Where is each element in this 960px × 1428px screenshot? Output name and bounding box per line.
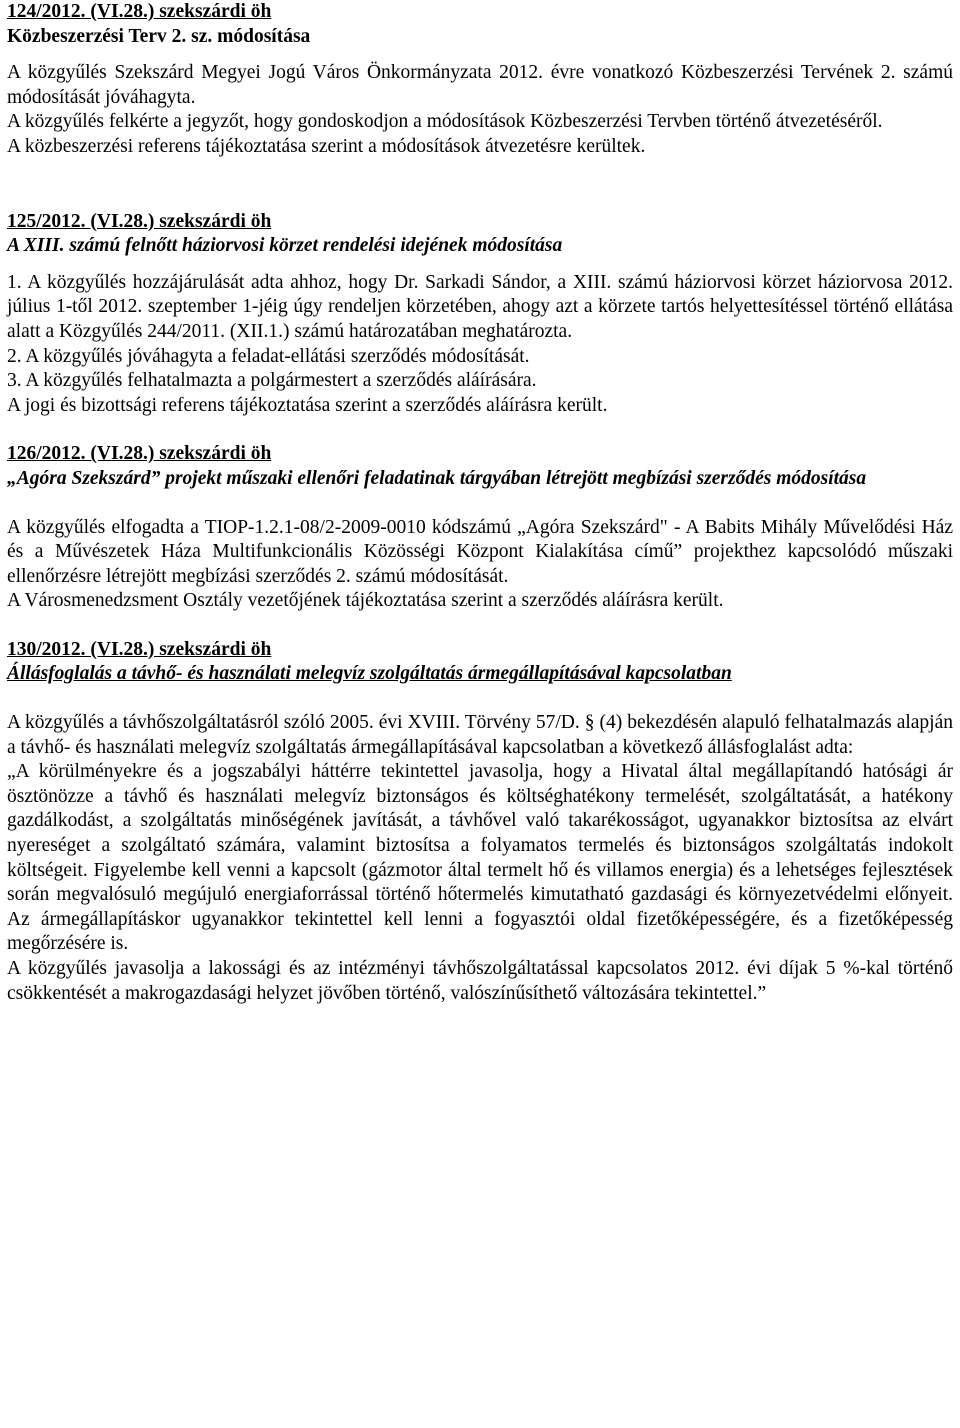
paragraph: A közgyűlés Szekszárd Megyei Jogú Város Önkormányzata 2012. évre vonatkozó Közbeszerzési Tervének 2. számú módosítását jóváhagyta. [7,62,953,108]
paragraph: „A körülményekre és a jogszabályi háttérre tekintettel javasolja, hogy a Hivatal által megállapítandó hatósági ár ösztönözze a távhő és használati melegvíz biztonságos és költséghatékony termelését, szolgáltatását, a hatékony gazdálkodást, a szolgáltatás minőségének javítását, a távhővel való takarékosságot, ugyanakkor biztosítsa az elvárt nyereséget a szolgáltató számára, valamint biztosítsa a folyamatos termelés és biztonságos szolgáltatás indokolt költségeit. Figyelembe kell venni a kapcsolt (gázmotor által termelt hő és villamos energia) és a lehetséges fejlesztések során megvalósuló megújuló energiaforrással történő hőtermelés kimutatható gazdasági és környezetvédelmi előnyeit. Az ármegállapításkor ugyanakkor tekintettel kell lenni a fogyasztói oldal fizetőképességére, és a fizetőképesség megőrzésére is. [7,761,953,955]
resolution-124 [7,0,953,160]
paragraph: A közgyűlés elfogadta a TIOP-1.2.1-08/2-2009-0010 kódszámú „Agóra Szekszárd" - A Babits Mihály Művelődési Ház és a Művészetek Háza Multifunkcionális Közösségi Központ Kialakítása című” projekthez kapcsolódó műszaki ellenőrzésre létrejött megbízási szerződés 2. számú módosítását. [7,516,953,587]
paragraph: 3. A közgyűlés felhatalmazta a polgármestert a szerződés aláírására. [7,370,537,392]
resolution-number: 125/2012. (VI.28.) szekszárdi öh [7,210,272,232]
resolution-title: Állásfoglalás a távhő- és használati melegvíz szolgáltatás ármegállapításával kapcsolatban [7,663,732,685]
resolution-number: 126/2012. (VI.28.) szekszárdi öh [7,443,272,465]
paragraph: A közgyűlés felkérte a jegyzőt, hogy gondoskodjon a módosítások Közbeszerzési Tervben történő átvezetéséről. [7,111,883,133]
paragraph: A közgyűlés javasolja a lakossági és az intézményi távhőszolgáltatással kapcsolatos 2012. évi díjak 5 %-kal történő csökkentését a makrogazdasági helyzet jövőben történő, valószínűsíthető változására tekintettel.” [7,958,953,1004]
paragraph: A jogi és bizottsági referens tájékoztatása szerint a szerződés aláírásra került. [7,394,608,416]
resolution-title: A XIII. számú felnőtt háziorvosi körzet rendelési idejének módosítása [7,235,563,257]
resolution-title: Közbeszerzési Terv 2. sz. módosítása [7,25,311,47]
paragraph: A közbeszerzési referens tájékoztatása szerint a módosítások átvezetésre kerültek. [7,135,646,157]
resolution-number: 124/2012. (VI.28.) szekszárdi öh [7,1,272,22]
paragraph: A közgyűlés a távhőszolgáltatásról szóló 2005. évi XVIII. Törvény 57/D. § (4) bekezdésén alapuló felhatalmazás alapján a távhő- és használati melegvíz szolgáltatás ármegállapításával kapcsolatban a következő állásfoglalást adta: [7,712,953,758]
paragraph: A Városmenedzsment Osztály vezetőjének tájékoztatása szerint a szerződés aláírásra került. [7,590,724,612]
resolution-title: „Agóra Szekszárd” projekt műszaki ellenőri feladatinak tárgyában létrejött megbízási szerződés módosítása [7,467,867,489]
resolution-126 [7,442,953,614]
resolution-125 [7,210,953,419]
paragraph: 2. A közgyűlés jóváhagyta a feladat-ellátási szerződés módosítását. [7,345,530,367]
resolution-number: 130/2012. (VI.28.) szekszárdi öh [7,638,272,660]
resolution-130 [7,638,953,1006]
paragraph: 1. A közgyűlés hozzájárulását adta ahhoz, hogy Dr. Sarkadi Sándor, a XIII. számú háziorvosi körzet háziorvosa 2012. július 1-től 2012. szeptember 1-jéig úgy rendeljen körzetében, ahogy azt a körzete tartós helyettesítéssel történő ellátása alatt a Közgyűlés 244/2011. (XII.1.) számú határozatában meghatározta. [7,271,953,342]
